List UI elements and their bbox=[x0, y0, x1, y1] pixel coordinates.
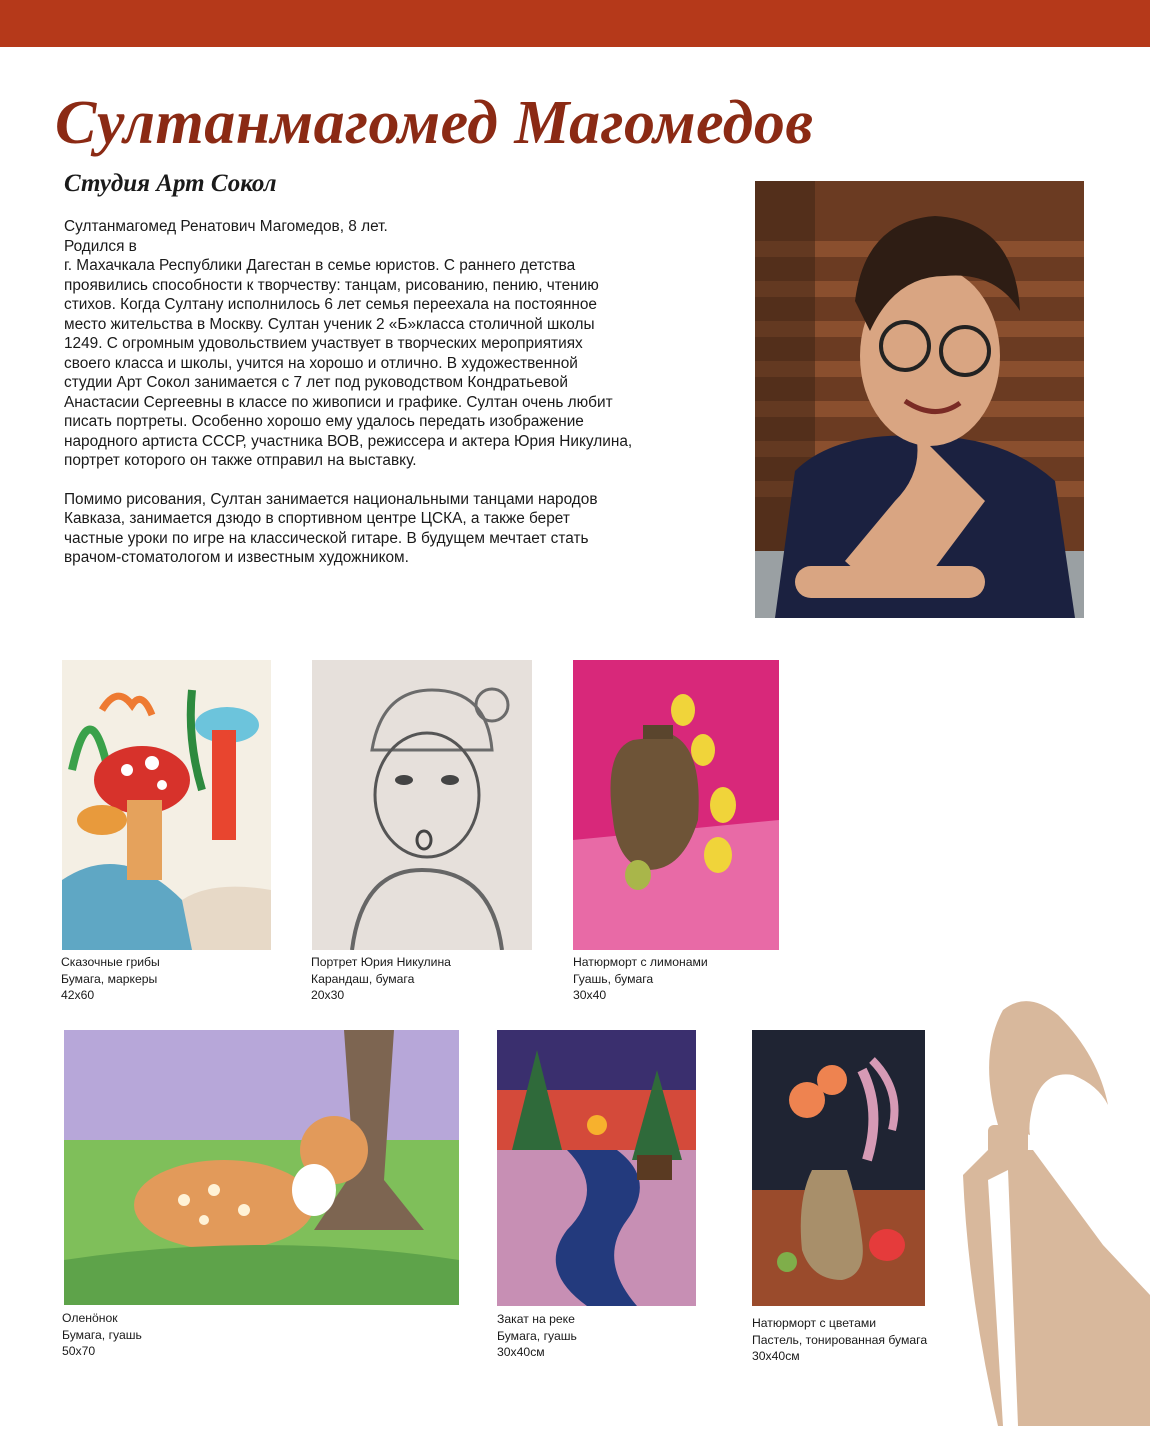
bio-line: 1249. С огромным удовольствием участвует в творческих мероприятиях bbox=[64, 335, 583, 352]
bio-line: студии Арт Сокол занимается с 7 лет под руководством Кондратьевой bbox=[64, 374, 568, 391]
artwork-size: 30х40см bbox=[497, 1345, 545, 1359]
artwork-medium: Гуашь, бумага bbox=[573, 971, 654, 986]
artwork-title: Натюрморт с цветами bbox=[752, 1316, 877, 1330]
artist-photo bbox=[755, 181, 1084, 618]
bio-line: стихов. Когда Султану исполнилось 6 лет семья переехала на постоянное bbox=[64, 296, 597, 313]
studio-name: Студия Арт Сокол bbox=[64, 170, 277, 197]
bio-paragraph-1 bbox=[64, 217, 684, 471]
artwork-image-fawn bbox=[64, 1030, 459, 1305]
biography bbox=[64, 217, 684, 568]
artwork-size: 20х30 bbox=[311, 988, 345, 1002]
bio-line: Помимо рисования, Султан занимается национальными танцами народов bbox=[64, 490, 598, 508]
artwork-size: 30х40см bbox=[752, 1349, 800, 1363]
artwork-title: Закат на реке bbox=[497, 1312, 575, 1326]
bio-line: частные уроки по игре на классической гитаре. В будущем мечтает стать bbox=[64, 529, 589, 547]
artwork-title: Оленӧнок bbox=[62, 1311, 118, 1325]
top-color-bar bbox=[0, 0, 1150, 47]
paint-tube-decoration bbox=[958, 995, 1150, 1426]
artwork-title: Натюрморт с лимонами bbox=[573, 955, 708, 969]
bio-line: место жительства в Москву. Султан ученик 2 «Б»класса столичной школы bbox=[64, 315, 595, 333]
artwork-image-mushrooms bbox=[62, 660, 271, 950]
artwork-caption-5 bbox=[497, 1311, 577, 1361]
artwork-image-sunset bbox=[497, 1030, 696, 1306]
bio-line: Родился в bbox=[64, 237, 137, 255]
artwork-image-lemons bbox=[573, 660, 779, 950]
artist-name: Султанмагомед Магомедов bbox=[55, 89, 814, 157]
artwork-caption-2 bbox=[311, 954, 451, 1004]
bio-line: г. Махачкала Республики Дагестан в семье юристов. С раннего детства bbox=[64, 257, 576, 274]
artwork-caption-4 bbox=[62, 1310, 142, 1360]
bio-line: Султанмагомед Ренатович Магомедов, 8 лет. bbox=[64, 218, 388, 235]
artwork-size: 50х70 bbox=[62, 1344, 96, 1358]
bio-paragraph-2 bbox=[64, 490, 684, 568]
artwork-medium: Бумага, маркеры bbox=[61, 971, 158, 986]
artwork-medium: Бумага, гуашь bbox=[497, 1328, 577, 1343]
artwork-medium: Пастель, тонированная бумага bbox=[752, 1332, 928, 1347]
artwork-caption-3 bbox=[573, 954, 708, 1004]
bio-line: народного артиста СССР, участника ВОВ, режиссера и актера Юрия Никулина, bbox=[64, 432, 633, 450]
bio-line: Кавказа, занимается дзюдо в спортивном центре ЦСКА, а также берет bbox=[64, 510, 570, 527]
bio-line: проявились способности к творчеству: танцам, рисованию, пению, чтению bbox=[64, 276, 599, 294]
artwork-title: Сказочные грибы bbox=[61, 955, 160, 969]
artwork-medium: Карандаш, бумага bbox=[311, 971, 415, 986]
bio-line: Анастасии Сергеевны в классе по живописи и графике. Султан очень любит bbox=[64, 393, 613, 411]
bio-line: писать портреты. Особенно хорошо ему удалось передать изображение bbox=[64, 413, 584, 430]
artwork-size: 30х40 bbox=[573, 988, 607, 1002]
artwork-title: Портрет Юрия Никулина bbox=[311, 955, 451, 969]
bio-line: врачом-стоматологом и известным художником. bbox=[64, 549, 409, 566]
artwork-image-flowers bbox=[752, 1030, 925, 1306]
artwork-size: 42х60 bbox=[61, 988, 95, 1002]
artwork-caption-1 bbox=[61, 954, 160, 1004]
bio-line: портрет которого он также отправил на выставку. bbox=[64, 452, 417, 469]
artwork-image-portrait bbox=[312, 660, 532, 950]
artwork-medium: Бумага, гуашь bbox=[62, 1327, 142, 1342]
bio-line: своего класса и школы, учится на хорошо и отлично. В художественной bbox=[64, 354, 578, 372]
artwork-caption-6 bbox=[752, 1315, 927, 1365]
